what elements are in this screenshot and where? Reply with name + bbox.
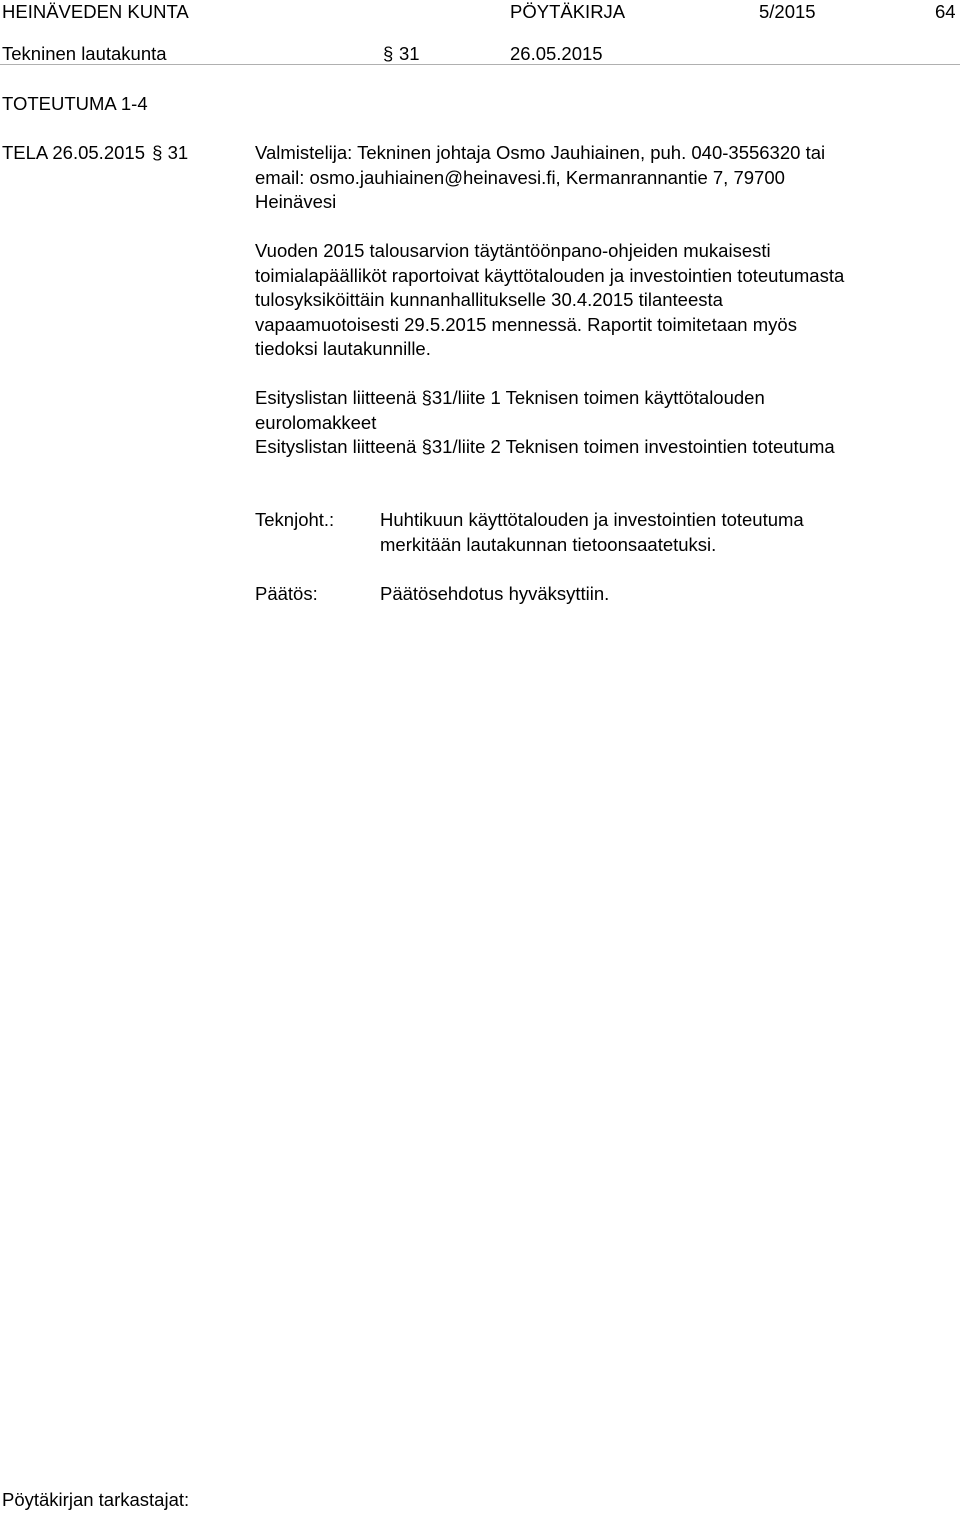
- reference-section-symbol: §: [152, 142, 163, 163]
- body-line: tiedoksi lautakunnille.: [255, 338, 431, 359]
- preparer-line: email: osmo.jauhiainen@heinavesi.fi, Kermanrannantie 7, 79700: [255, 166, 785, 188]
- item-title: TOTEUTUMA 1-4: [2, 93, 148, 114]
- proposal-text: [380, 508, 804, 557]
- body-paragraph: [255, 239, 844, 362]
- attachment-item: Esityslistan liitteenä §31/liite 2 Teknisen toimen investointien toteutuma: [255, 436, 835, 457]
- municipality-name: HEINÄVEDEN KUNTA: [2, 1, 189, 22]
- section-symbol: §: [421, 436, 432, 457]
- attachments-list: [255, 386, 835, 460]
- meeting-date: 26.05.2015: [510, 43, 603, 64]
- preparer-info: [255, 141, 825, 215]
- section-symbol: §: [383, 43, 394, 64]
- decision-label: Päätös:: [255, 583, 318, 604]
- body-line: toimialapäälliköt raportoivat käyttötalouden ja investointien toteutumasta: [255, 264, 845, 286]
- body-line: Vuoden 2015 talousarvion täytäntöönpano-ohjeiden mukaisesti: [255, 240, 771, 261]
- attachment-continuation: eurolomakkeet: [255, 411, 377, 433]
- section-symbol: §: [421, 387, 432, 408]
- item-reference: [2, 141, 188, 166]
- proposal-line: merkitään lautakunnan tietoonsaatetuksi.: [380, 533, 717, 555]
- proposal-label: Teknjoht.:: [255, 509, 335, 530]
- section-number: 31: [399, 43, 420, 64]
- document-number: 5/2015: [759, 1, 816, 22]
- minutes-reviewers-label: Pöytäkirjan tarkastajat:: [2, 1489, 190, 1510]
- header-divider: [0, 64, 960, 65]
- preparer-line: Valmistelija: Tekninen johtaja Osmo Jauhiainen, puh. 040-3556320 tai: [255, 142, 826, 163]
- body-line: tulosyksiköittäin kunnanhallitukselle 30.4.2015 tilanteesta: [255, 289, 723, 310]
- proposal-line: Huhtikuun käyttötalouden ja investointien toteutuma: [380, 509, 804, 530]
- reference-label: TELA 26.05.2015: [2, 142, 145, 163]
- attachment-item: Esityslistan liitteenä §31/liite 1 Teknisen toimen käyttötalouden: [255, 387, 765, 408]
- reference-section-number: 31: [167, 142, 189, 163]
- page-number: 64: [935, 1, 956, 22]
- decision-text: Päätösehdotus hyväksyttiin.: [380, 583, 610, 604]
- body-line: vapaamuotoisesti 29.5.2015 mennessä. Raportit toimitetaan myös: [255, 313, 797, 335]
- committee-name: Tekninen lautakunta: [2, 43, 167, 64]
- preparer-line: Heinävesi: [255, 191, 337, 212]
- document-type: PÖYTÄKIRJA: [510, 1, 626, 22]
